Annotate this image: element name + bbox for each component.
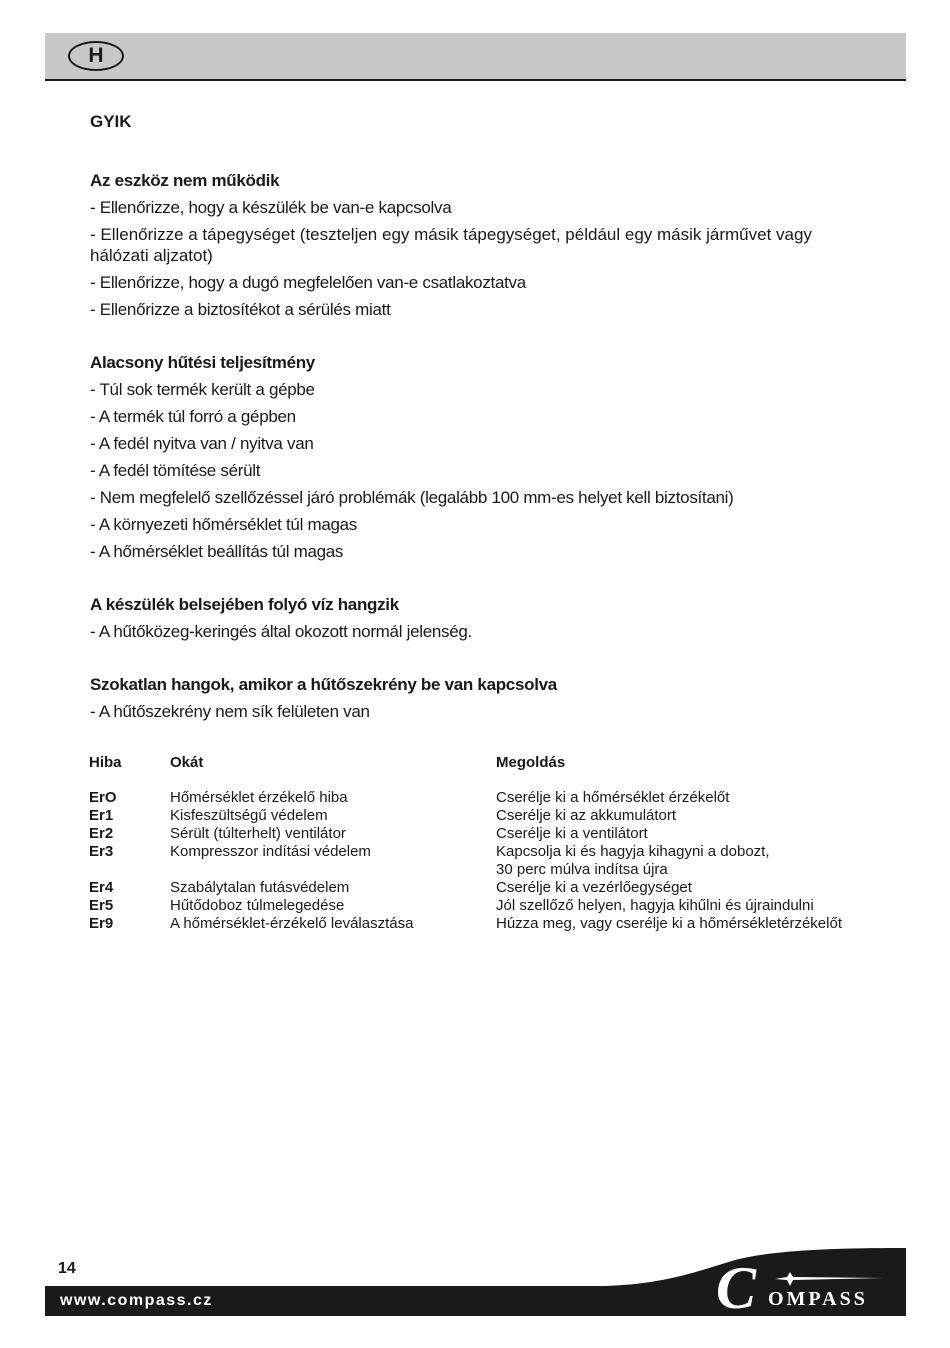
solution-line: Jól szellőző helyen, hagyja kihűlni és újraindulni — [496, 897, 814, 914]
section-title: Alacsony hűtési teljesítmény — [90, 353, 315, 372]
faq-item: - Ellenőrizze a biztosítékot a sérülés miatt — [90, 300, 391, 319]
error-table-header — [89, 754, 889, 771]
faq-item: - A termék túl forró a gépben — [90, 407, 296, 426]
table-row — [89, 915, 889, 933]
faq-section — [90, 167, 870, 323]
brand-logo-initial: C — [716, 1255, 757, 1321]
table-row — [89, 825, 889, 843]
faq-item: - Ellenőrizze a tápegységet (teszteljen egy másik tápegységet, például egy másik járművet vagy hálózati aljzatot) — [90, 225, 812, 265]
error-solution — [496, 843, 889, 879]
table-row — [89, 843, 889, 879]
table-row — [89, 807, 889, 825]
faq-item: - A fedél nyitva van / nyitva van — [90, 434, 314, 453]
error-code: Er2 — [89, 825, 114, 842]
error-solution — [496, 825, 889, 843]
error-cause: Hőmérséklet érzékelő hiba — [170, 789, 348, 806]
section-title: Szokatlan hangok, amikor a hűtőszekrény be van kapcsolva — [90, 675, 557, 694]
header-bar — [45, 33, 906, 81]
table-row — [89, 879, 889, 897]
faq-item: - A hűtőközeg-keringés által okozott normál jelenség. — [90, 622, 472, 641]
faq-item: - A hűtőszekrény nem sík felületen van — [90, 702, 370, 721]
solution-line: Kapcsolja ki és hagyja kihagyni a dobozt, — [496, 843, 770, 860]
faq-item: - Túl sok termék került a gépbe — [90, 380, 315, 399]
error-solution — [496, 915, 889, 933]
solution-line: Cserélje ki a hőmérséklet érzékelőt — [496, 789, 730, 806]
faq-section — [90, 349, 870, 565]
error-cause: Szabálytalan futásvédelem — [170, 879, 350, 896]
faq-item: - Ellenőrizze, hogy a készülék be van-e kapcsolva — [90, 198, 452, 217]
error-code: Er1 — [89, 807, 114, 824]
column-header-error: Hiba — [89, 754, 122, 771]
table-row — [89, 789, 889, 807]
error-solution — [496, 897, 889, 915]
error-solution — [496, 879, 889, 897]
error-table-body — [89, 789, 889, 933]
error-code-table — [89, 754, 889, 933]
error-cause: Kisfeszültségű védelem — [170, 807, 328, 824]
error-code: Er4 — [89, 879, 114, 896]
faq-section — [90, 671, 870, 725]
error-cause: Kompresszor indítási védelem — [170, 843, 371, 860]
error-cause: A hőmérséklet-érzékelő leválasztása — [170, 915, 414, 932]
solution-line: 30 perc múlva indítsa újra — [496, 861, 668, 878]
brand-logo-text: OMPASS — [768, 1288, 868, 1310]
column-header-cause: Okát — [170, 754, 204, 771]
page-number: 14 — [58, 1260, 76, 1277]
error-code: Er9 — [89, 915, 114, 932]
faq-item: - A hőmérséklet beállítás túl magas — [90, 542, 344, 561]
error-solution — [496, 789, 889, 807]
error-cause: Hűtődoboz túlmelegedése — [170, 897, 345, 914]
error-solution — [496, 807, 889, 825]
website-url[interactable]: www.compass.cz — [60, 1292, 213, 1309]
section-title: Az eszköz nem működik — [90, 171, 280, 190]
column-header-solution: Megoldás — [496, 754, 566, 771]
error-code: ErO — [89, 789, 117, 806]
faq-item: - Nem megfelelő szellőzéssel járó problémák (legalább 100 mm-es helyet kell biztosítani) — [90, 488, 734, 507]
language-badge: H — [68, 41, 124, 71]
solution-line: Húzza meg, vagy cserélje ki a hőmérsékletérzékelőt — [496, 915, 842, 932]
page-title: GYIK — [90, 112, 132, 131]
solution-line: Cserélje ki a ventilátort — [496, 825, 648, 842]
faq-sections — [90, 167, 870, 725]
solution-line: Cserélje ki a vezérlőegységet — [496, 879, 692, 896]
error-cause: Sérült (túlterhelt) ventilátor — [170, 825, 346, 842]
error-code: Er5 — [89, 897, 114, 914]
faq-item: - A fedél tömítése sérült — [90, 461, 261, 480]
table-row — [89, 897, 889, 915]
section-title: A készülék belsejében folyó víz hangzik — [90, 595, 399, 614]
faq-item: - A környezeti hőmérséklet túl magas — [90, 515, 357, 534]
faq-section — [90, 591, 870, 645]
solution-line: Cserélje ki az akkumulátort — [496, 807, 677, 824]
faq-content — [90, 112, 870, 751]
error-code: Er3 — [89, 843, 114, 860]
faq-item: - Ellenőrizze, hogy a dugó megfelelően van-e csatlakoztatva — [90, 273, 526, 292]
